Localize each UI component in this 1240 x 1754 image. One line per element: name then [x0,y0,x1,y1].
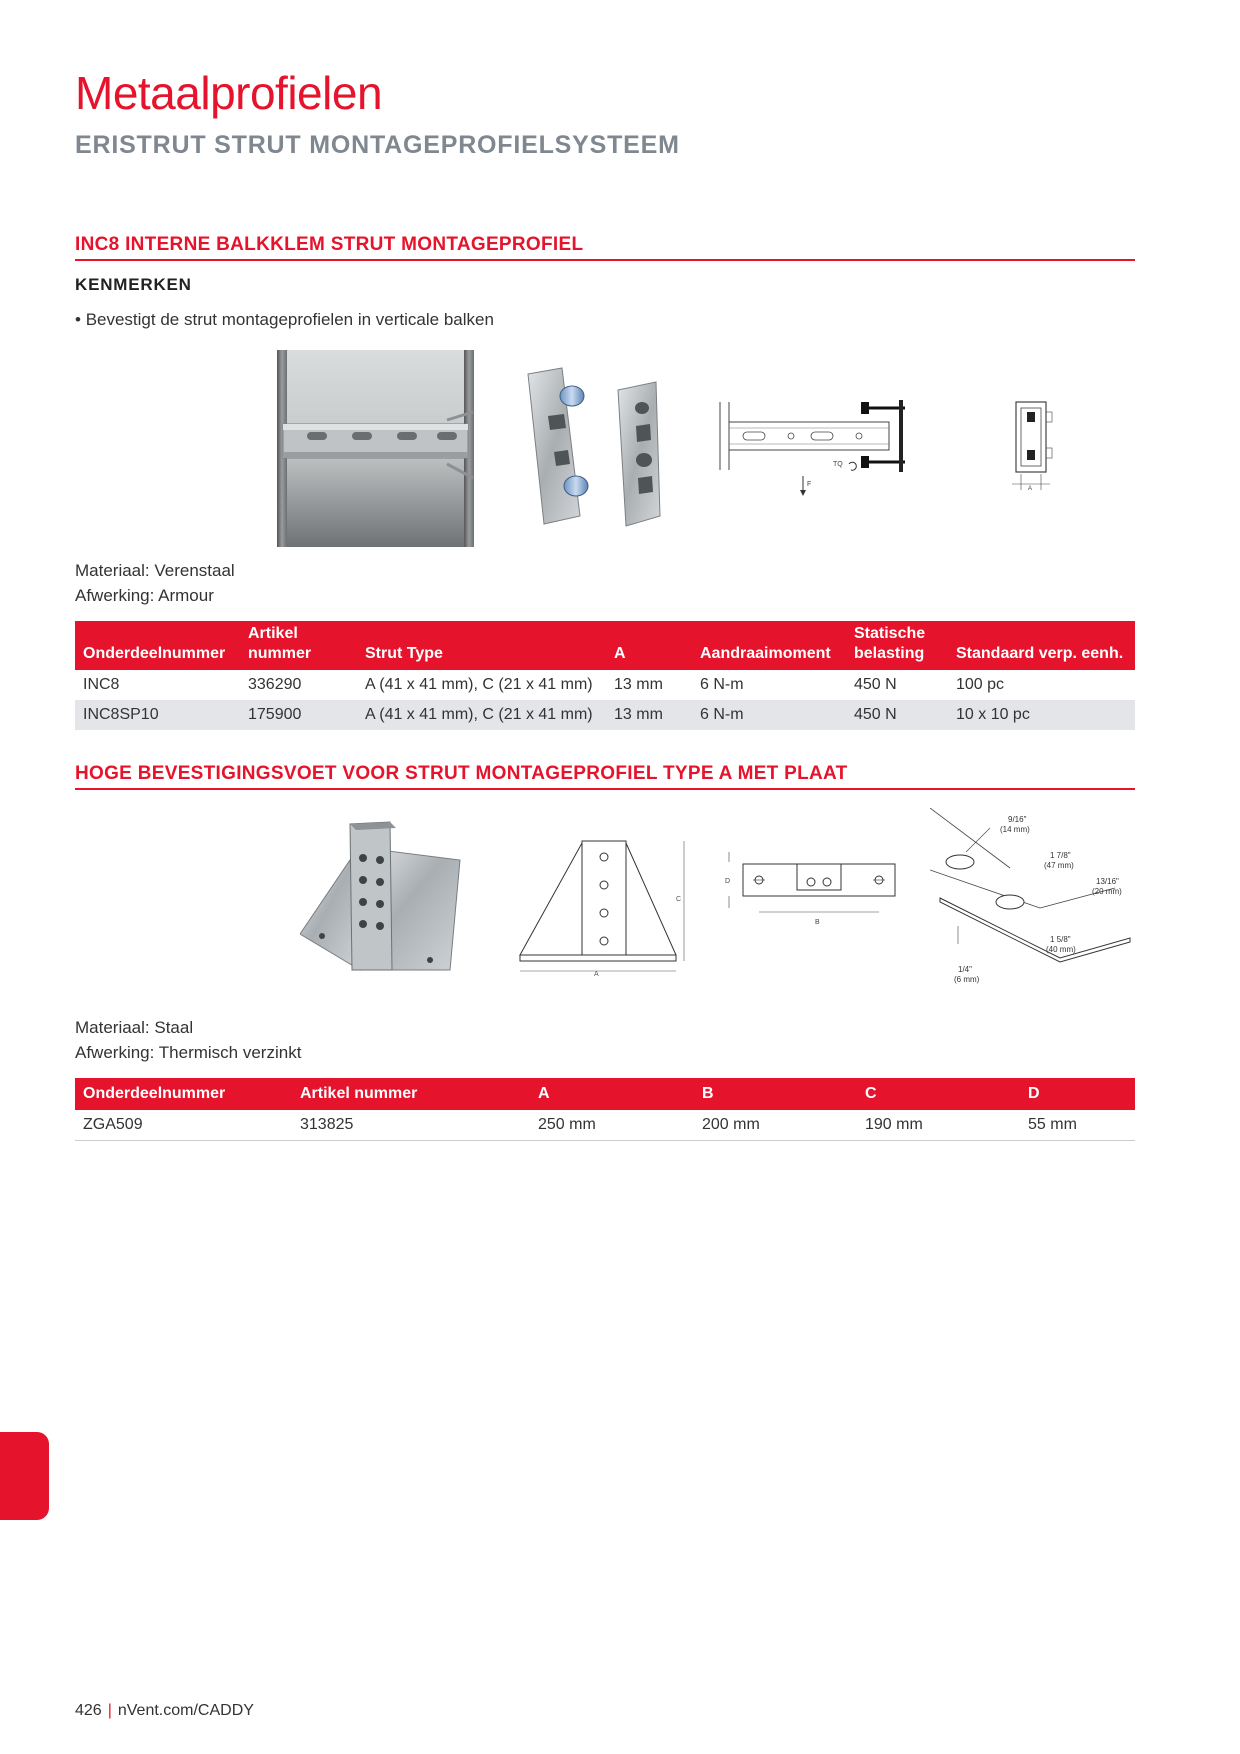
col-header: A [530,1078,694,1110]
inc8-clamp-photos [520,366,668,536]
finish-text: Afwerking: Armour [75,586,214,605]
col-header: Artikel nummer [292,1078,530,1110]
col-header: Artikel nummer [240,621,357,670]
zga509-photo [300,820,480,980]
col-header: D [1020,1078,1135,1110]
col-header: Onderdeelnummer [75,1078,292,1110]
table-cell: 450 N [846,700,948,730]
table-cell: 313825 [292,1110,530,1141]
page-subtitle: ERISTRUT STRUT MONTAGEPROFIELSYSTEEM [75,131,680,159]
col-header: B [694,1078,857,1110]
dim-a-label: A [1028,486,1033,492]
side-tab-marker [0,1432,49,1520]
zga509-hole-detail [930,808,1145,998]
col-header: Statische belasting [846,621,948,670]
table-cell: INC8 [83,676,120,693]
dim4-mm-label: (40 mm) [1046,945,1076,954]
table-cell: 10 x 10 pc [948,700,1135,730]
dim-d-label: D [725,878,731,885]
dim3-mm-label: (20 mm) [1092,887,1122,896]
zga509-side-view [725,852,905,942]
dim2-mm-label: (47 mm) [1044,861,1074,870]
table-cell: 190 mm [857,1110,1020,1141]
table-cell: 13 mm [614,676,663,693]
table-cell: A (41 x 41 mm), C (21 x 41 mm) [357,700,606,730]
inc8-installed-photo [277,350,474,547]
dim1-mm-label: (14 mm) [1000,825,1030,834]
table-cell: 250 mm [530,1110,694,1141]
table-row [75,700,1135,730]
page-number: 426 [75,1702,102,1719]
dim-a-label: A [594,971,599,977]
col-header: Strut Type [357,621,606,670]
zga509-spec-table [75,1078,1135,1141]
inc8-end-view [1000,398,1070,492]
table-cell: INC8SP10 [75,700,240,730]
col-header: A [606,621,692,670]
dim1-label: 9/16" [1008,815,1027,824]
torque-label: TQ [833,461,843,468]
table-cell: 175900 [240,700,357,730]
table-cell: A (41 x 41 mm), C (21 x 41 mm) [365,676,593,693]
bullet-marker: • [75,310,81,329]
finish-text-2: Afwerking: Thermisch verzinkt [75,1043,302,1062]
material-text-2: Materiaal: Staal [75,1018,194,1037]
table-cell: ZGA509 [75,1110,292,1141]
col-header: Standaard verp. eenh. [948,621,1135,670]
dim-c-label: C [676,896,682,903]
features-heading: KENMERKEN [75,275,192,294]
feature-bullet [75,310,494,330]
table-row [75,1110,1135,1141]
table-cell: 6 N-m [692,700,846,730]
dim2-label: 1 7/8" [1050,851,1071,860]
section-heading-inc8: INC8 INTERNE BALKKLEM STRUT MONTAGEPROFIEL [75,234,1135,261]
table-cell: 450 N [854,676,897,693]
dim4-label: 1 5/8" [1050,935,1071,944]
col-header: C [857,1078,1020,1110]
inc8-spec-table [75,621,1135,730]
table-header-row [75,1078,1135,1110]
page-title: Metaalprofielen [75,67,383,119]
page-footer [75,1702,254,1720]
dim-b-label: B [815,919,820,926]
table-cell: 13 mm [606,700,692,730]
material-text: Materiaal: Verenstaal [75,561,235,580]
dim5-mm-label: (6 mm) [954,975,980,984]
table-cell: 336290 [248,676,302,693]
table-cell: 6 N-m [700,676,744,693]
table-cell: 200 mm [694,1110,857,1141]
table-row [75,670,1135,700]
website-link[interactable]: nVent.com/CADDY [117,1702,254,1719]
footer-separator: | [107,1702,112,1719]
dim3-label: 13/16" [1096,877,1119,886]
feature-text: Bevestigt de strut montageprofielen in verticale balken [85,310,494,329]
table-header-row [75,621,1135,670]
table-cell: 100 pc [956,676,1005,693]
table-cell: 55 mm [1020,1110,1135,1141]
force-label: F [807,481,812,488]
section-heading-zga509: HOGE BEVESTIGINGSVOET VOOR STRUT MONTAGEPROFIEL TYPE A MET PLAAT [75,763,1135,790]
dim5-label: 1/4" [958,965,972,974]
col-header: Aandraaimoment [692,621,846,670]
col-header: Onderdeelnummer [75,621,240,670]
zga509-front-view [518,835,688,977]
inc8-strut-diagram [715,392,915,502]
